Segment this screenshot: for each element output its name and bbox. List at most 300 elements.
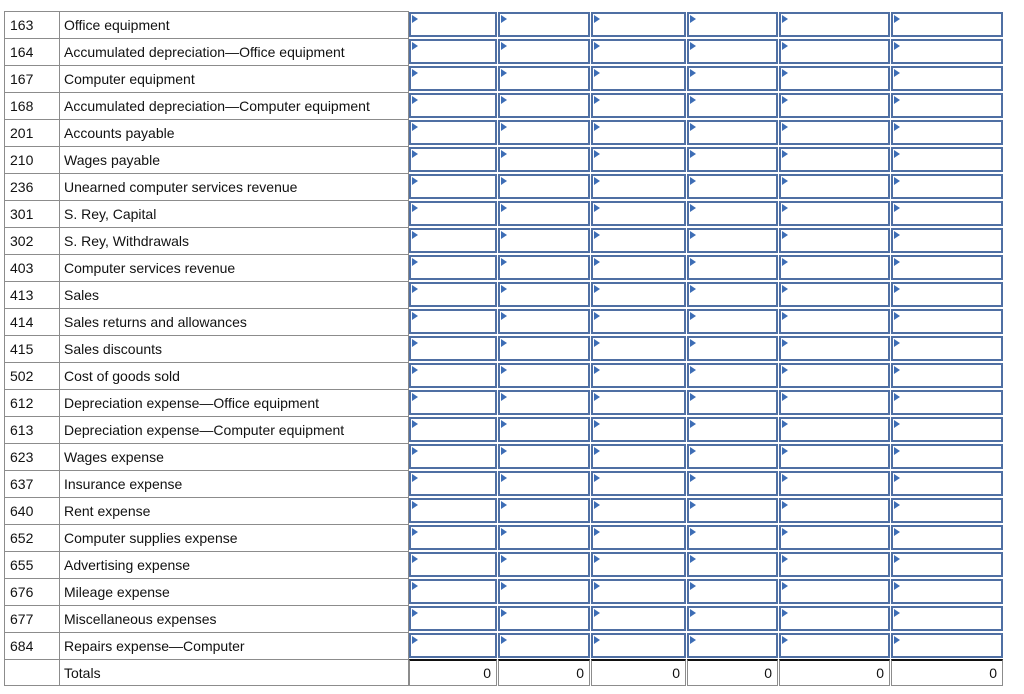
amount-input-col-1[interactable] (409, 147, 497, 172)
amount-input-col-4[interactable] (687, 228, 778, 253)
amount-input-col-3[interactable] (591, 255, 686, 280)
amount-input-col-1[interactable] (409, 93, 497, 118)
amount-input-col-5[interactable] (779, 309, 890, 334)
amount-input-col-4[interactable] (687, 309, 778, 334)
amount-input-col-1[interactable] (409, 336, 497, 361)
amount-input-col-3[interactable] (591, 39, 686, 64)
cell-marker-icon (501, 609, 507, 617)
amount-input-col-3[interactable] (591, 417, 686, 442)
amount-input-col-2[interactable] (498, 363, 590, 388)
amount-input-col-6[interactable] (891, 282, 1003, 307)
amount-input-col-1[interactable] (409, 579, 497, 604)
amount-input-col-2[interactable] (498, 579, 590, 604)
cell-marker-icon (690, 42, 696, 50)
amount-input-col-4[interactable] (687, 417, 778, 442)
cell-marker-icon (782, 636, 788, 644)
cell-marker-icon (894, 555, 900, 563)
amount-input-col-1[interactable] (409, 228, 497, 253)
amount-input-col-2[interactable] (498, 93, 590, 118)
amount-input-col-4[interactable] (687, 444, 778, 469)
amount-input-col-1[interactable] (409, 525, 497, 550)
cell-marker-icon (412, 150, 418, 158)
amount-input-col-2[interactable] (498, 417, 590, 442)
cell-marker-icon (594, 474, 600, 482)
account-number: 502 (4, 362, 59, 389)
amount-input-col-3[interactable] (591, 147, 686, 172)
amount-input-col-6[interactable] (891, 309, 1003, 334)
account-title: Sales returns and allowances (59, 308, 409, 335)
account-number: 301 (4, 200, 59, 227)
cell-marker-icon (690, 393, 696, 401)
total-value-col-4: 0 (687, 659, 778, 686)
account-title: S. Rey, Capital (59, 200, 409, 227)
amount-input-col-6[interactable] (891, 93, 1003, 118)
amount-input-col-1[interactable] (409, 471, 497, 496)
total-value-col-5: 0 (779, 659, 890, 686)
cell-marker-icon (782, 555, 788, 563)
amount-input-col-4[interactable] (687, 471, 778, 496)
cell-marker-icon (782, 474, 788, 482)
cell-marker-icon (782, 123, 788, 131)
amount-input-col-5[interactable] (779, 228, 890, 253)
cell-marker-icon (594, 96, 600, 104)
amount-input-col-6[interactable] (891, 174, 1003, 199)
account-title: Computer equipment (59, 65, 409, 92)
cell-marker-icon (412, 15, 418, 23)
amount-input-col-4[interactable] (687, 255, 778, 280)
cell-marker-icon (412, 609, 418, 617)
amount-input-col-1[interactable] (409, 66, 497, 91)
amount-input-col-4[interactable] (687, 93, 778, 118)
cell-marker-icon (690, 501, 696, 509)
account-row (4, 308, 1004, 335)
account-row (4, 254, 1004, 281)
amount-input-col-5[interactable] (779, 363, 890, 388)
amount-input-col-4[interactable] (687, 525, 778, 550)
cell-marker-icon (690, 312, 696, 320)
amount-input-col-2[interactable] (498, 309, 590, 334)
cell-marker-icon (501, 636, 507, 644)
amount-input-col-4[interactable] (687, 336, 778, 361)
cell-marker-icon (782, 339, 788, 347)
account-title: Wages expense (59, 443, 409, 470)
cell-marker-icon (412, 42, 418, 50)
cell-marker-icon (782, 258, 788, 266)
amount-input-col-6[interactable] (891, 390, 1003, 415)
cell-marker-icon (782, 366, 788, 374)
account-number: 637 (4, 470, 59, 497)
amount-input-col-3[interactable] (591, 201, 686, 226)
cell-marker-icon (782, 501, 788, 509)
cell-marker-icon (894, 96, 900, 104)
account-title: Office equipment (59, 11, 409, 38)
cell-marker-icon (782, 582, 788, 590)
cell-marker-icon (594, 258, 600, 266)
account-row (4, 524, 1004, 551)
cell-marker-icon (412, 123, 418, 131)
amount-input-col-1[interactable] (409, 309, 497, 334)
amount-input-col-3[interactable] (591, 120, 686, 145)
cell-marker-icon (501, 150, 507, 158)
cell-marker-icon (690, 420, 696, 428)
amount-input-col-4[interactable] (687, 363, 778, 388)
amount-input-col-3[interactable] (591, 309, 686, 334)
cell-marker-icon (412, 501, 418, 509)
amount-input-col-4[interactable] (687, 633, 778, 658)
cell-marker-icon (594, 609, 600, 617)
cell-marker-icon (690, 285, 696, 293)
amount-input-col-1[interactable] (409, 444, 497, 469)
amount-input-col-6[interactable] (891, 552, 1003, 577)
account-title: Computer supplies expense (59, 524, 409, 551)
account-title: Cost of goods sold (59, 362, 409, 389)
amount-input-col-2[interactable] (498, 471, 590, 496)
account-row (4, 227, 1004, 254)
amount-input-col-3[interactable] (591, 525, 686, 550)
cell-marker-icon (894, 69, 900, 77)
cell-marker-icon (690, 204, 696, 212)
amount-input-col-6[interactable] (891, 633, 1003, 658)
amount-input-col-5[interactable] (779, 417, 890, 442)
amount-input-col-3[interactable] (591, 363, 686, 388)
cell-marker-icon (412, 312, 418, 320)
cell-marker-icon (594, 150, 600, 158)
amount-input-col-5[interactable] (779, 66, 890, 91)
amount-input-col-6[interactable] (891, 579, 1003, 604)
amount-input-col-1[interactable] (409, 120, 497, 145)
amount-input-col-5[interactable] (779, 12, 890, 37)
amount-input-col-6[interactable] (891, 444, 1003, 469)
cell-marker-icon (501, 582, 507, 590)
amount-input-col-6[interactable] (891, 336, 1003, 361)
account-number: 236 (4, 173, 59, 200)
account-title: Sales discounts (59, 335, 409, 362)
account-number: 677 (4, 605, 59, 632)
cell-marker-icon (501, 15, 507, 23)
amount-input-col-3[interactable] (591, 390, 686, 415)
cell-marker-icon (501, 285, 507, 293)
cell-marker-icon (894, 582, 900, 590)
amount-input-col-3[interactable] (591, 174, 686, 199)
amount-input-col-1[interactable] (409, 201, 497, 226)
amount-input-col-3[interactable] (591, 471, 686, 496)
cell-marker-icon (412, 285, 418, 293)
cell-marker-icon (690, 123, 696, 131)
amount-input-col-6[interactable] (891, 498, 1003, 523)
amount-input-col-5[interactable] (779, 498, 890, 523)
cell-marker-icon (412, 231, 418, 239)
cell-marker-icon (894, 285, 900, 293)
amount-input-col-3[interactable] (591, 228, 686, 253)
account-title: Depreciation expense—Computer equipment (59, 416, 409, 443)
cell-marker-icon (690, 339, 696, 347)
amount-input-col-1[interactable] (409, 390, 497, 415)
cell-marker-icon (690, 636, 696, 644)
cell-marker-icon (782, 15, 788, 23)
cell-marker-icon (594, 528, 600, 536)
cell-marker-icon (501, 123, 507, 131)
amount-input-col-6[interactable] (891, 12, 1003, 37)
amount-input-col-3[interactable] (591, 606, 686, 631)
account-row (4, 443, 1004, 470)
amount-input-col-2[interactable] (498, 120, 590, 145)
cell-marker-icon (412, 474, 418, 482)
amount-input-col-3[interactable] (591, 93, 686, 118)
cell-marker-icon (894, 339, 900, 347)
amount-input-col-5[interactable] (779, 471, 890, 496)
amount-input-col-6[interactable] (891, 606, 1003, 631)
amount-input-col-5[interactable] (779, 120, 890, 145)
account-number: 655 (4, 551, 59, 578)
cell-marker-icon (412, 177, 418, 185)
amount-input-col-2[interactable] (498, 174, 590, 199)
amount-input-col-1[interactable] (409, 282, 497, 307)
amount-input-col-3[interactable] (591, 66, 686, 91)
amount-input-col-6[interactable] (891, 255, 1003, 280)
account-number: 676 (4, 578, 59, 605)
amount-input-col-2[interactable] (498, 390, 590, 415)
amount-input-col-2[interactable] (498, 39, 590, 64)
cell-marker-icon (782, 609, 788, 617)
account-row (4, 551, 1004, 578)
totals-row (4, 659, 1004, 686)
cell-marker-icon (594, 339, 600, 347)
account-number: 414 (4, 308, 59, 335)
cell-marker-icon (594, 312, 600, 320)
account-number: 163 (4, 11, 59, 38)
cell-marker-icon (594, 636, 600, 644)
amount-input-col-1[interactable] (409, 498, 497, 523)
cell-marker-icon (594, 555, 600, 563)
totals-label: Totals (59, 659, 409, 686)
cell-marker-icon (894, 123, 900, 131)
amount-input-col-3[interactable] (591, 12, 686, 37)
amount-input-col-2[interactable] (498, 552, 590, 577)
cell-marker-icon (501, 420, 507, 428)
account-number: 640 (4, 497, 59, 524)
amount-input-col-2[interactable] (498, 336, 590, 361)
amount-input-col-6[interactable] (891, 471, 1003, 496)
amount-input-col-2[interactable] (498, 147, 590, 172)
cell-marker-icon (690, 582, 696, 590)
amount-input-col-5[interactable] (779, 606, 890, 631)
cell-marker-icon (782, 231, 788, 239)
amount-input-col-2[interactable] (498, 606, 590, 631)
amount-input-col-6[interactable] (891, 525, 1003, 550)
cell-marker-icon (594, 15, 600, 23)
amount-input-col-5[interactable] (779, 93, 890, 118)
cell-marker-icon (894, 42, 900, 50)
cell-marker-icon (501, 366, 507, 374)
cell-marker-icon (894, 393, 900, 401)
amount-input-col-1[interactable] (409, 255, 497, 280)
account-number: 413 (4, 281, 59, 308)
account-row (4, 578, 1004, 605)
amount-input-col-4[interactable] (687, 174, 778, 199)
account-title: Accounts payable (59, 119, 409, 146)
cell-marker-icon (412, 366, 418, 374)
cell-marker-icon (894, 312, 900, 320)
account-row (4, 605, 1004, 632)
amount-input-col-4[interactable] (687, 390, 778, 415)
amount-input-col-5[interactable] (779, 39, 890, 64)
account-title: Repairs expense—Computer (59, 632, 409, 659)
account-row (4, 38, 1004, 65)
cell-marker-icon (594, 582, 600, 590)
cell-marker-icon (501, 42, 507, 50)
cell-marker-icon (782, 312, 788, 320)
amount-input-col-5[interactable] (779, 525, 890, 550)
cell-marker-icon (412, 69, 418, 77)
cell-marker-icon (412, 393, 418, 401)
amount-input-col-4[interactable] (687, 201, 778, 226)
cell-marker-icon (501, 447, 507, 455)
cell-marker-icon (782, 204, 788, 212)
amount-input-col-1[interactable] (409, 552, 497, 577)
account-title: Miscellaneous expenses (59, 605, 409, 632)
amount-input-col-4[interactable] (687, 552, 778, 577)
amount-input-col-5[interactable] (779, 390, 890, 415)
amount-input-col-5[interactable] (779, 174, 890, 199)
cell-marker-icon (690, 231, 696, 239)
cell-marker-icon (594, 420, 600, 428)
cell-marker-icon (412, 258, 418, 266)
amount-input-col-5[interactable] (779, 147, 890, 172)
cell-marker-icon (690, 447, 696, 455)
amount-input-col-2[interactable] (498, 66, 590, 91)
cell-marker-icon (894, 177, 900, 185)
account-row (4, 470, 1004, 497)
amount-input-col-1[interactable] (409, 39, 497, 64)
account-title: Accumulated depreciation—Office equipment (59, 38, 409, 65)
amount-input-col-4[interactable] (687, 498, 778, 523)
amount-input-col-2[interactable] (498, 282, 590, 307)
amount-input-col-6[interactable] (891, 417, 1003, 442)
cell-marker-icon (782, 96, 788, 104)
cell-marker-icon (501, 339, 507, 347)
amount-input-col-2[interactable] (498, 201, 590, 226)
amount-input-col-3[interactable] (591, 444, 686, 469)
amount-input-col-2[interactable] (498, 444, 590, 469)
amount-input-col-4[interactable] (687, 12, 778, 37)
cell-marker-icon (594, 393, 600, 401)
amount-input-col-5[interactable] (779, 255, 890, 280)
cell-marker-icon (690, 96, 696, 104)
amount-input-col-5[interactable] (779, 282, 890, 307)
cell-marker-icon (412, 420, 418, 428)
cell-marker-icon (894, 447, 900, 455)
amount-input-col-2[interactable] (498, 498, 590, 523)
amount-input-col-5[interactable] (779, 336, 890, 361)
cell-marker-icon (501, 177, 507, 185)
cell-marker-icon (894, 204, 900, 212)
total-value-col-3: 0 (591, 659, 686, 686)
cell-marker-icon (501, 258, 507, 266)
cell-marker-icon (894, 366, 900, 374)
amount-input-col-6[interactable] (891, 39, 1003, 64)
cell-marker-icon (594, 123, 600, 131)
cell-marker-icon (690, 555, 696, 563)
amount-input-col-6[interactable] (891, 120, 1003, 145)
cell-marker-icon (690, 366, 696, 374)
cell-marker-icon (690, 609, 696, 617)
amount-input-col-6[interactable] (891, 363, 1003, 388)
amount-input-col-5[interactable] (779, 633, 890, 658)
amount-input-col-1[interactable] (409, 606, 497, 631)
cell-marker-icon (412, 447, 418, 455)
account-row (4, 173, 1004, 200)
cell-marker-icon (894, 231, 900, 239)
amount-input-col-1[interactable] (409, 633, 497, 658)
cell-marker-icon (894, 420, 900, 428)
amount-input-col-6[interactable] (891, 66, 1003, 91)
cell-marker-icon (690, 69, 696, 77)
account-number: 684 (4, 632, 59, 659)
cell-marker-icon (501, 501, 507, 509)
account-title: Unearned computer services revenue (59, 173, 409, 200)
amount-input-col-4[interactable] (687, 606, 778, 631)
amount-input-col-1[interactable] (409, 12, 497, 37)
account-row (4, 281, 1004, 308)
amount-input-col-5[interactable] (779, 579, 890, 604)
amount-input-col-6[interactable] (891, 228, 1003, 253)
account-number: 167 (4, 65, 59, 92)
amount-input-col-2[interactable] (498, 12, 590, 37)
amount-input-col-3[interactable] (591, 579, 686, 604)
amount-input-col-5[interactable] (779, 552, 890, 577)
amount-input-col-4[interactable] (687, 147, 778, 172)
amount-input-col-1[interactable] (409, 174, 497, 199)
account-title: Depreciation expense—Office equipment (59, 389, 409, 416)
amount-input-col-6[interactable] (891, 147, 1003, 172)
amount-input-col-2[interactable] (498, 228, 590, 253)
cell-marker-icon (594, 366, 600, 374)
account-number: 652 (4, 524, 59, 551)
account-row (4, 119, 1004, 146)
amount-input-col-1[interactable] (409, 417, 497, 442)
cell-marker-icon (501, 555, 507, 563)
amount-input-col-4[interactable] (687, 282, 778, 307)
cell-marker-icon (594, 69, 600, 77)
amount-input-col-4[interactable] (687, 579, 778, 604)
amount-input-col-3[interactable] (591, 498, 686, 523)
amount-input-col-3[interactable] (591, 633, 686, 658)
cell-marker-icon (782, 420, 788, 428)
amount-input-col-6[interactable] (891, 201, 1003, 226)
cell-marker-icon (412, 636, 418, 644)
amount-input-col-3[interactable] (591, 336, 686, 361)
amount-input-col-2[interactable] (498, 633, 590, 658)
account-number: 612 (4, 389, 59, 416)
total-value-col-6: 0 (891, 659, 1003, 686)
amount-input-col-5[interactable] (779, 201, 890, 226)
total-value-col-1: 0 (409, 659, 497, 686)
account-row (4, 389, 1004, 416)
amount-input-col-4[interactable] (687, 66, 778, 91)
cell-marker-icon (501, 96, 507, 104)
amount-input-col-2[interactable] (498, 255, 590, 280)
cell-marker-icon (782, 528, 788, 536)
cell-marker-icon (594, 501, 600, 509)
amount-input-col-4[interactable] (687, 120, 778, 145)
amount-input-col-3[interactable] (591, 552, 686, 577)
amount-input-col-3[interactable] (591, 282, 686, 307)
amount-input-col-4[interactable] (687, 39, 778, 64)
amount-input-col-1[interactable] (409, 363, 497, 388)
amount-input-col-2[interactable] (498, 525, 590, 550)
amount-input-col-5[interactable] (779, 444, 890, 469)
cell-marker-icon (594, 231, 600, 239)
